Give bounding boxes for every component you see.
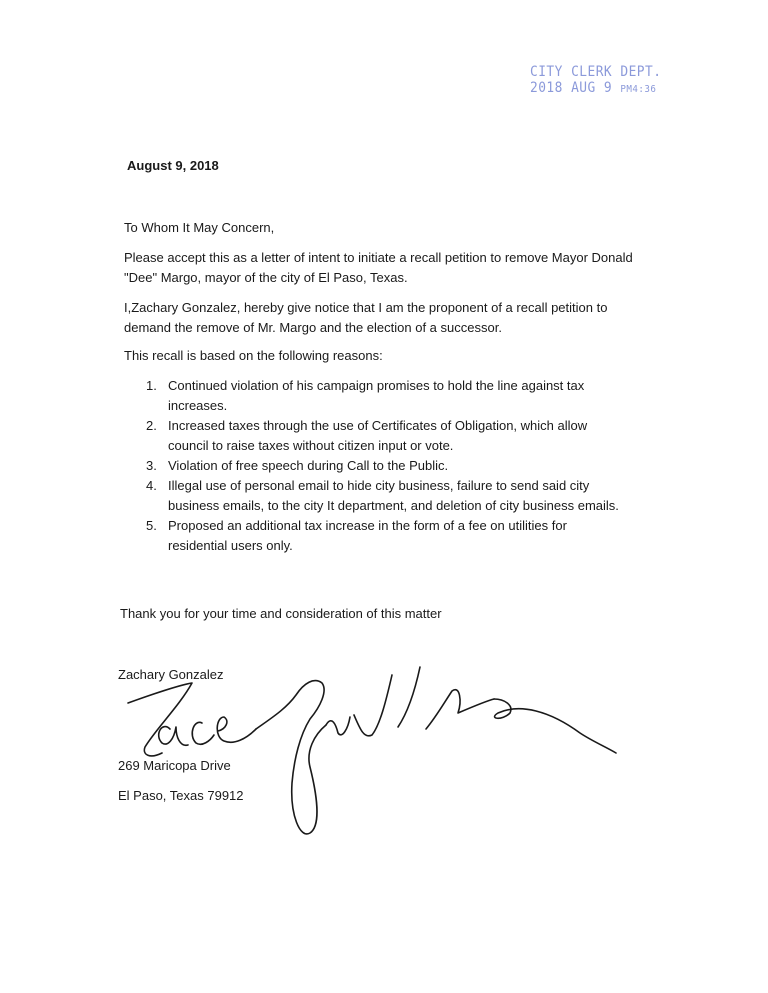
list-item-text: Violation of free speech during Call to the Public. xyxy=(168,458,449,473)
list-item-text: Illegal use of personal email to hide city business, failure to send said city business emails, to the city It department, and deletion of city business emails. xyxy=(168,478,619,513)
list-item-text: Proposed an additional tax increase in the form of a fee on utilities for residential users only. xyxy=(168,518,567,553)
list-item-number: 2. xyxy=(146,418,157,433)
stamp-time: PM4:36 xyxy=(620,84,657,95)
list-item-number: 4. xyxy=(146,478,157,493)
paragraph-proponent: I,Zachary Gonzalez, hereby give notice that I am the proponent of a recall petition to demand the remove of Mr. Margo and the election of a successor. xyxy=(124,300,608,335)
signer-name: Zachary Gonzalez xyxy=(118,667,224,682)
list-item-text: Increased taxes through the use of Certificates of Obligation, which allow council to raise taxes without citizen input or vote. xyxy=(168,418,588,453)
list-item xyxy=(146,516,626,556)
letter-date: August 9, 2018 xyxy=(127,158,219,173)
list-item-number: 5. xyxy=(146,518,157,533)
reasons-list xyxy=(146,376,626,556)
list-item xyxy=(146,456,626,476)
address-street: 269 Maricopa Drive xyxy=(118,758,231,773)
paragraph-intent: Please accept this as a letter of intent to initiate a recall petition to remove Mayor Donald "Dee" Margo, mayor of the city of El Paso, Texas. xyxy=(124,250,633,285)
list-item xyxy=(146,476,626,516)
list-item-number: 3. xyxy=(146,458,157,473)
list-item xyxy=(146,416,626,456)
list-item xyxy=(146,376,626,416)
city-clerk-stamp xyxy=(530,64,661,98)
closing-line: Thank you for your time and consideration of this matter xyxy=(120,606,442,621)
stamp-line1: CITY CLERK DEPT. xyxy=(530,64,662,80)
stamp-line2 xyxy=(530,80,661,98)
list-item-text: Continued violation of his campaign promises to hold the line against tax increases. xyxy=(168,378,585,413)
salutation: To Whom It May Concern, xyxy=(124,220,275,235)
stamp-date: 2018 AUG 9 xyxy=(530,80,613,96)
paragraph-reasons-intro: This recall is based on the following reasons: xyxy=(124,348,383,363)
list-item-number: 1. xyxy=(146,378,157,393)
handwritten-signature xyxy=(110,655,640,855)
address-city: El Paso, Texas 79912 xyxy=(118,788,244,803)
